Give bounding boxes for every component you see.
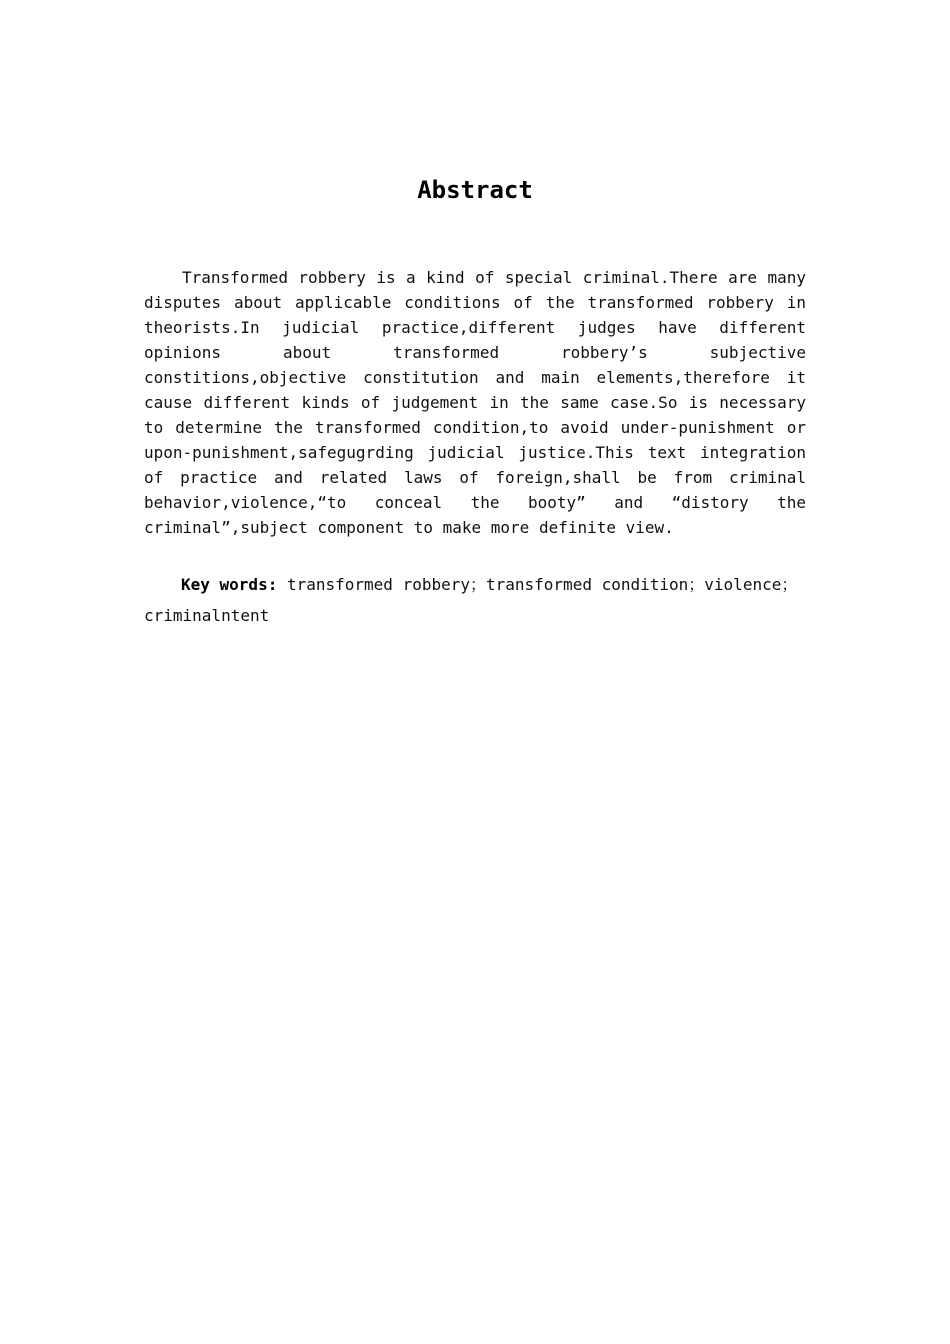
keywords-list: transformed robbery；transformed condition；violence；criminalntent xyxy=(144,575,798,625)
page-title: Abstract xyxy=(417,176,533,204)
keywords-paragraph xyxy=(144,569,806,631)
keywords-label: Key words: xyxy=(181,575,278,594)
abstract-paragraph: Transformed robbery is a kind of special criminal.There are many disputes about applicable conditions of the transformed robbery in theorists.In judicial practice,different judges have different opinions about transformed robbery’s subjective constitions,objective constitution and main elements,therefore it cause different kinds of judgement in the same case.So is necessary to determine the transformed condition,to avoid under-punishment or upon-punishment,safegugrding judicial justice.This text integration of practice and related laws of foreign,shall be from criminal behavior,violence,“to conceal the booty” and “distory the criminal”,subject component to make more definite view. xyxy=(144,268,806,537)
